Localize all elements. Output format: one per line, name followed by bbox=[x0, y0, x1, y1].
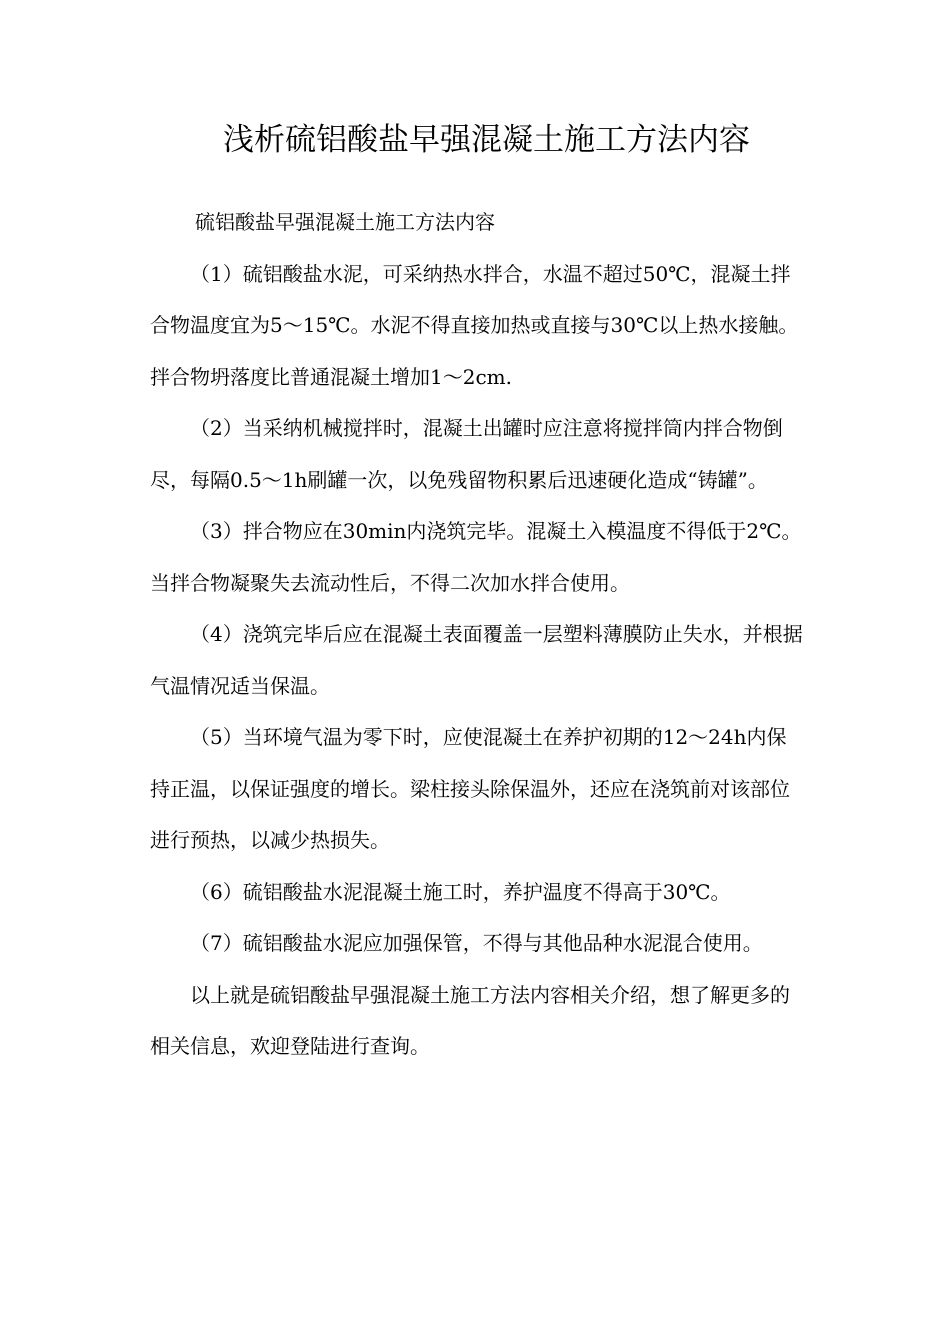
paragraph-2: （2）当采纳机械搅拌时，混凝土出罐时应注意将搅拌筒内拌合物倒尽，每隔0.5～1h刷罐一次，以免残留物积累后迅速硬化造成“铸罐”。 bbox=[150, 416, 783, 492]
closing-paragraph: 以上就是硫铝酸盐早强混凝土施工方法内容相关介绍，想了解更多的相关信息，欢迎登陆进行查询。 bbox=[150, 982, 790, 1058]
paragraph-5: （5）当环境气温为零下时，应使混凝土在养护初期的12～24h内保持正温，以保证强度的增长。梁柱接头除保温外，还应在浇筑前对该部位进行预热，以减少热损失。 bbox=[150, 725, 790, 852]
document-title: 浅析硫铝酸盐早强混凝土施工方法内容 bbox=[223, 122, 750, 158]
paragraph-4: （4）浇筑完毕后应在混凝土表面覆盖一层塑料薄膜防止失水，并根据气温情况适当保温。 bbox=[150, 622, 803, 698]
paragraph-7: （7）硫铝酸盐水泥应加强保管，不得与其他品种水泥混合使用。 bbox=[190, 931, 763, 955]
document-body bbox=[150, 197, 805, 1073]
paragraph-1: （1）硫铝酸盐水泥，可采纳热水拌合，水温不超过50℃，混凝土拌合物温度宜为5～15℃。水泥不得直接加热或直接与30℃以上热水接触。拌合物坍落度比普通混凝土增加1～2cm. bbox=[150, 261, 799, 389]
document-subtitle: 硫铝酸盐早强混凝土施工方法内容 bbox=[195, 210, 495, 234]
paragraph-3: （3）拌合物应在30min内浇筑完毕。混凝土入模温度不得低于2℃。当拌合物凝聚失去流动性后，不得二次加水拌合使用。 bbox=[150, 519, 802, 595]
paragraph-6: （6）硫铝酸盐水泥混凝土施工时，养护温度不得高于30℃。 bbox=[190, 879, 731, 904]
